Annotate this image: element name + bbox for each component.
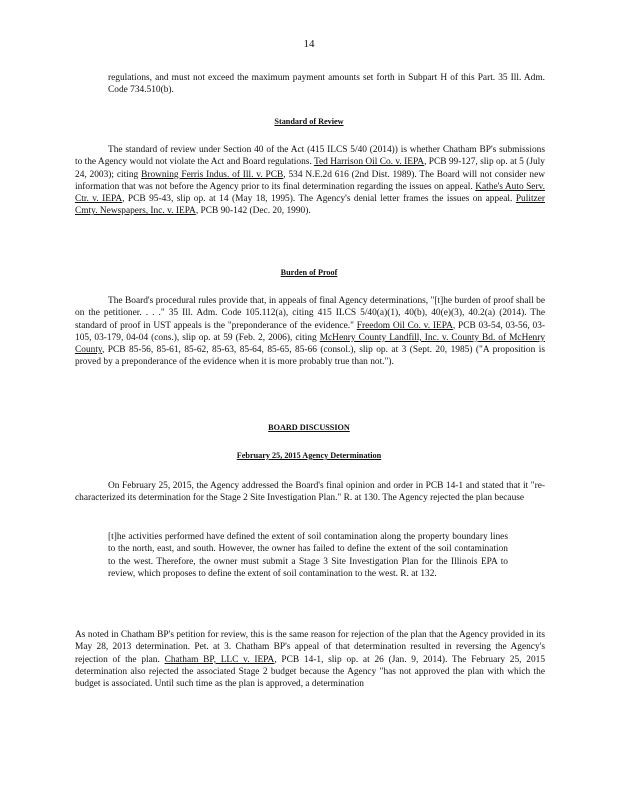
bop-text-2: , PCB 03-54, 03-56, 03-105, 03-179, 04-04 (cons.), slip op. at 59 (Feb. 2, 2006), citing — [75, 320, 546, 343]
case-citation: Chatham BP, LLC v. IEPA — [164, 654, 275, 665]
bd-text-2a: As noted in Chatham BP's petition for review, this is the same reason for rejection of the plan that the Agency provided in its May 28, 2013 determination. Pet. at 3. Chatham BP's appeal of that determination resulted in reversing the Agency's rejection of the plan. — [75, 630, 545, 665]
sor-text-1: The standard of review under Section 40 of the Act (415 ILCS 5/40 (2014)) is whether Chatham BP's submissions to the Agency would not violate the Act and Board regulations. — [75, 145, 545, 168]
case-citation: Pulitzer Cmty. Newspapers, Inc. v. IEPA — [75, 194, 546, 217]
heading-burden-of-proof-text: Burden of Proof — [280, 268, 338, 277]
case-citation: Browning Ferris Indus. of Ill. v. PCB — [141, 169, 284, 180]
continuation-paragraph: regulations, and must not exceed the maximum payment amounts set forth in Subpart H of this Part. 35 Ill. Adm. Code 734.510(b). — [108, 73, 545, 96]
burden-of-proof-paragraph — [75, 295, 545, 369]
standard-of-review-paragraph — [75, 144, 545, 218]
heading-board-discussion-text: BOARD DISCUSSION — [268, 423, 350, 432]
board-discussion-paragraph-1: On February 25, 2015, the Agency addressed the Board's final opinion and order in PCB 14-1 and stated that it "re-characterized its determination for the Stage 2 Site Investigation Plan." R. at 130. The Agency rejected the plan because — [75, 481, 545, 504]
heading-burden-of-proof — [0, 268, 618, 277]
sor-text-2: , PCB 99-127, slip op. at 5 (July 24, 2003); citing — [75, 157, 545, 180]
case-citation: McHenry County Landfill, Inc. v. County Bd. of McHenry County — [75, 332, 546, 356]
bop-text-1: The Board's procedural rules provide that, in appeals of final Agency determinations, "[t]he burden of proof shall be on the petitioner. . . ." 35 Ill. Adm. Code 105.112(a), citing 415 ILCS 5/40(a)(1), 40(b), 40(e)(3), 40.2(a) (2014). The standard of proof in UST appeals is the "preponderance of the evidence." — [75, 296, 545, 331]
case-citation: Ted Harrison Oil Co. v. IEPA — [313, 157, 425, 168]
sor-text-3: , 534 N.E.2d 616 (2nd Dist. 1989). The Board will not consider new information that was not before the Agency prior to its final determination regarding the issues on appeal. — [75, 169, 545, 192]
subheading-agency-determination — [0, 451, 618, 460]
sor-text-5: , PCB 90-142 (Dec. 20, 1990). — [195, 206, 311, 217]
case-citation: Kathe's Auto Serv. Ctr. v. IEPA — [75, 181, 546, 205]
heading-standard-of-review — [0, 117, 618, 126]
board-discussion-paragraph-2 — [75, 629, 545, 690]
bop-text-3: , PCB 85-56, 85-61, 85-62, 85-63, 85-64, 85-65, 85-66 (consol.), slip op. at 3 (Sept. 20, 1985) ("A proposition is proved by a preponderance of the evidence when it is more probably true than not."). — [75, 345, 545, 368]
sor-text-4: , PCB 95-43, slip op. at 14 (May 18, 1995). The Agency's denial letter frames the issues on appeal. — [122, 194, 513, 205]
bd-text-2b: , PCB 14-1, slip op. at 26 (Jan. 9, 2014). The February 25, 2015 determination also rejected the associated Stage 2 budget because the Agency "has not approved the plan with which the budget is associated. Until such time as the plan is approved, a determination — [75, 654, 546, 690]
subheading-agency-determination-text: February 25, 2015 Agency Determination — [236, 451, 382, 460]
block-quote: [t]he activities performed have defined the extent of soil contamination along the property boundary lines to the north, east, and south. However, the owner has failed to define the extent of the soil contamination to the west. Therefore, the owner must submit a Stage 3 Site Investigation Plan for the Illinois EPA to review, which proposes to define the extent of soil contamination to the west. R. at 132. — [108, 532, 508, 579]
page-number: 14 — [303, 38, 315, 50]
heading-standard-of-review-text: Standard of Review — [274, 117, 344, 126]
case-citation: Freedom Oil Co. v. IEPA — [356, 320, 453, 331]
heading-board-discussion — [0, 423, 618, 432]
